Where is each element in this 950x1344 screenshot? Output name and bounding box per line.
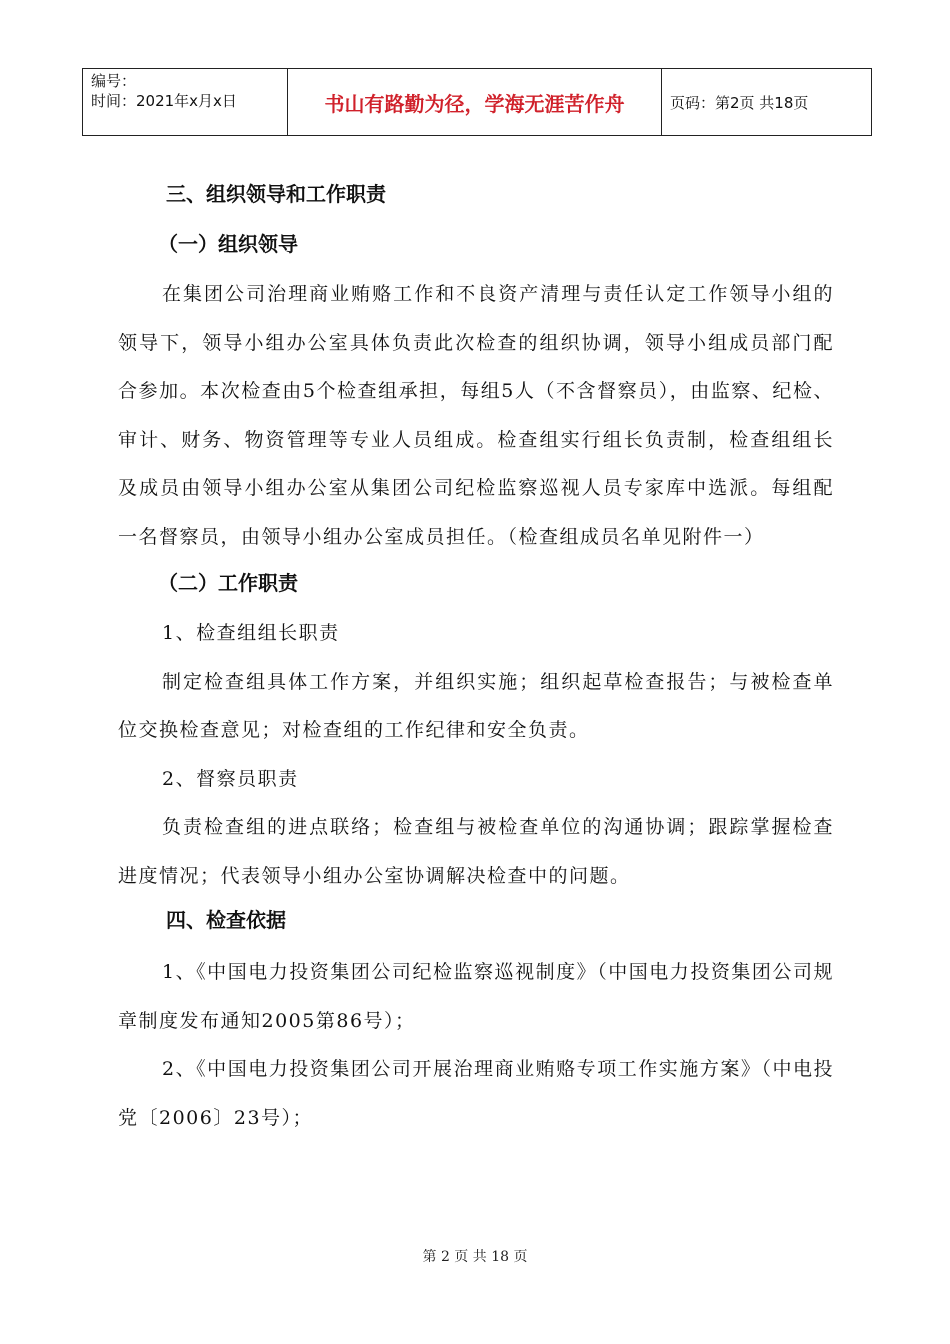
header-table	[82, 68, 872, 136]
item-2-paragraph: 负责检查组的进点联络；检查组与被检查单位的沟通协调；跟踪掌握检查进度情况；代表领导小组办公室协调解决检查中的问题。	[118, 816, 834, 887]
section-3-2-title: （二）工作职责	[158, 571, 298, 595]
document-body	[118, 174, 834, 1142]
section-3-title: 三、组织领导和工作职责	[166, 182, 386, 206]
header-motto: 书山有路勤为径，学海无涯苦作舟	[287, 69, 661, 135]
doc-number-label: 编号：	[91, 72, 137, 90]
page-footer: 第 2 页 共 18 页	[422, 1249, 528, 1265]
section-3-1-paragraph: 在集团公司治理商业贿赂工作和不良资产清理与责任认定工作领导小组的领导下，领导小组办公室具体负责此次检查的组织协调，领导小组成员部门配合参加。本次检查由5个检查组承担，每组5人（不含督察员），由监察、纪检、审计、财务、物资管理等专业人员组成。检查组实行组长负责制，检查组组长及成员由领导小组办公室从集团公司纪检监察巡视人员专家库中选派。每组配一名督察员，由领导小组办公室成员担任。（检查组成员名单见附件一）	[118, 283, 834, 548]
basis-1: 1、《中国电力投资集团公司纪检监察巡视制度》（中国电力投资集团公司规章制度发布通知2005第86号）；	[118, 961, 834, 1032]
section-3-1-title: （一）组织领导	[158, 232, 298, 256]
item-1-title: 1、检查组组长职责	[162, 622, 340, 644]
item-1-paragraph: 制定检查组具体工作方案，并组织实施；组织起草检查报告；与被检查单位交换检查意见；对检查组的工作纪律和安全负责。	[118, 670, 834, 741]
header-page-label: 页码：第2页 共18页	[661, 69, 871, 135]
doc-time-label: 时间：2021年x月x日	[91, 92, 237, 110]
header-left-cell	[83, 69, 287, 135]
item-2-title: 2、督察员职责	[162, 767, 299, 790]
section-4-title: 四、检查依据	[166, 908, 286, 932]
basis-2: 2、《中国电力投资集团公司开展治理商业贿赂专项工作实施方案》（中电投党〔2006〕23号）；	[118, 1058, 834, 1129]
